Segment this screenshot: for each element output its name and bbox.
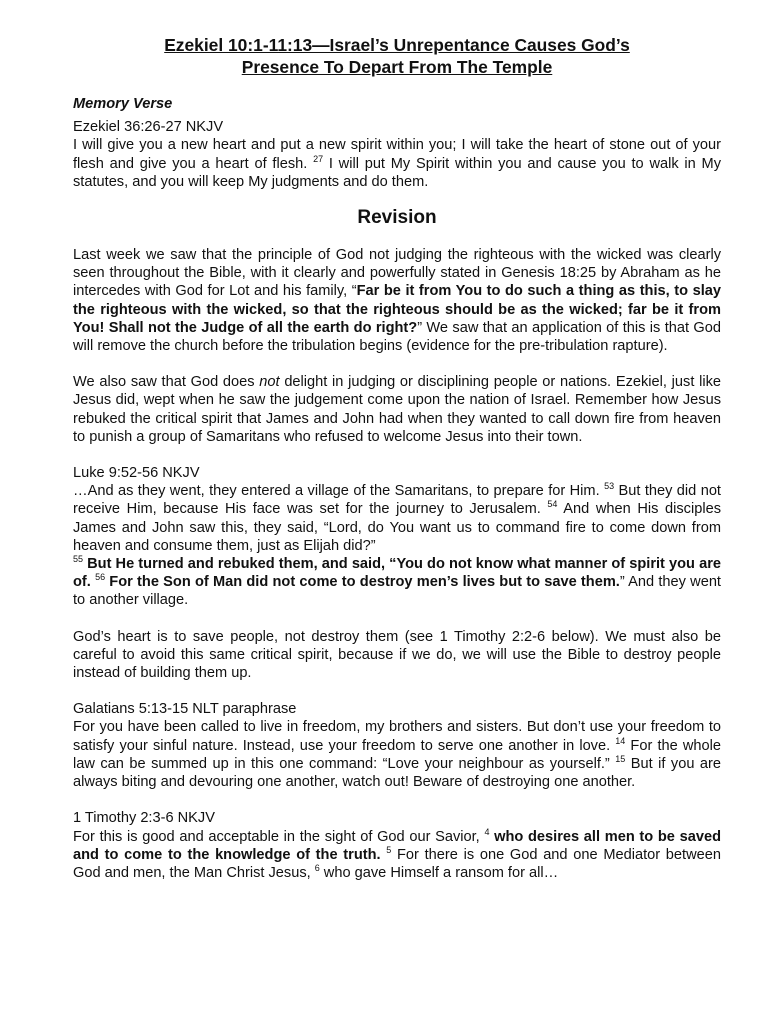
verse-number: 15 [615,754,626,765]
section-heading-revision: Revision [357,207,437,229]
verse-number: 55 [73,554,84,565]
title-line-1: Ezekiel 10:1-11:13—Israel’s Unrepentance Causes God’s [164,35,630,55]
verse-number: 27 [313,153,324,164]
luke-reference: Luke 9:52-56 NKJV [73,465,200,482]
gods-heart-paragraph: God’s heart is to save people, not destroy them (see 1 Timothy 2:2-6 below). We must also be careful to avoid this same critical spirit, because if we do, we will use the Bible to destroy people instead of building them up. [73,628,721,682]
verse-number: 14 [615,735,626,746]
verse-number: 6 [314,863,320,874]
page-title [73,34,721,78]
verse-number: 54 [547,499,558,510]
revision-paragraph-1: Last week we saw that the principle of God not judging the righteous with the wicked was clearly seen throughout the Bible, with it clearly and powerfully stated in Genesis 18:25 by Abraham as he intercedes with God for Lot and his family, “Far be it from You to do such a thing as this, to slay the righteous with the wicked, so that the righteous should be as the wicked; far be it from You! Shall not the Judge of all the earth do right?” We saw that an application of this is that God will remove the church before the tribulation begins (evidence for the pre-tribulation rapture). [73,247,721,355]
genesis-quote: Far be it from You to do such a thing as this, to slay the righteous with the wicked, so that the righteous should be as the wicked; far be it from You! Shall not the Judge of all the earth do right? [73,283,721,336]
timothy-passage: For this is good and acceptable in the sight of God our Savior, $^4$ who desires all men to be saved and to come to the knowledge of the truth. $^5$ For there is one God and one Mediator between God and men, the Man Christ Jesus, $^6$ who gave Himself a ransom for all… [73,826,721,881]
timothy-reference: 1 Timothy 2:3-6 NKJV [73,810,215,827]
title-line-2: Presence To Depart From The Temple [241,57,553,77]
verse-number: 4 [484,826,490,837]
emphasis-not: not [259,374,280,391]
memory-verse-text: I will give you a new heart and put a new spirit within you; I will take the heart of stone out of your flesh and give you a heart of flesh. $^{27}$ I will put My Spirit within you and cause you to walk in My statutes, and you will keep My judgments and do them. [73,137,721,190]
revision-paragraph-2: We also saw that God does not delight in judging or disciplining people or nations. Ezekiel, just like Jesus did, wept when he saw the judgement come upon the nation of Israel. Remember how Jesus rebuked the critical spirit that James and John had when they wanted to call down fire from heaven to punish a group of Samaritans who refused to welcome Jesus into their town. [73,374,721,445]
verse-number: 5 [386,844,392,855]
verse-number: 53 [604,481,615,492]
galatians-passage: For you have been called to live in freedom, my brothers and sisters. But don’t use your freedom to satisfy your sinful nature. Instead, use your freedom to serve one another in love. $^{14}$ For the whole law can be summed up in this one command: “Love your neighbour as yourself.” $^{15}$ But if you are always biting and devouring one another, watch out! Beware of destroying one another. [73,719,721,791]
luke-passage: …And as they went, they entered a village of the Samaritans, to prepare for Him. $^{53}$ But they did not receive Him, because His face was set for the journey to Jerusalem. $^{54}$ And when His disciples James and John saw this, they said, “Lord, do You want us to command fire to come down from heaven and consume them, just as Elijah did?” $^{55}$ But He turned and rebuked them, and said, “You do not know what manner of spirit you are of. $^{56}$ For the Son of Man did not come to destroy men’s lives but to save them.” And they went to another village. [73,481,721,609]
memory-verse-label: Memory Verse [73,96,173,112]
verse-number: 56 [95,572,106,583]
memory-verse-reference: Ezekiel 36:26-27 NKJV [73,119,224,136]
galatians-reference: Galatians 5:13-15 NLT paraphrase [73,701,297,718]
